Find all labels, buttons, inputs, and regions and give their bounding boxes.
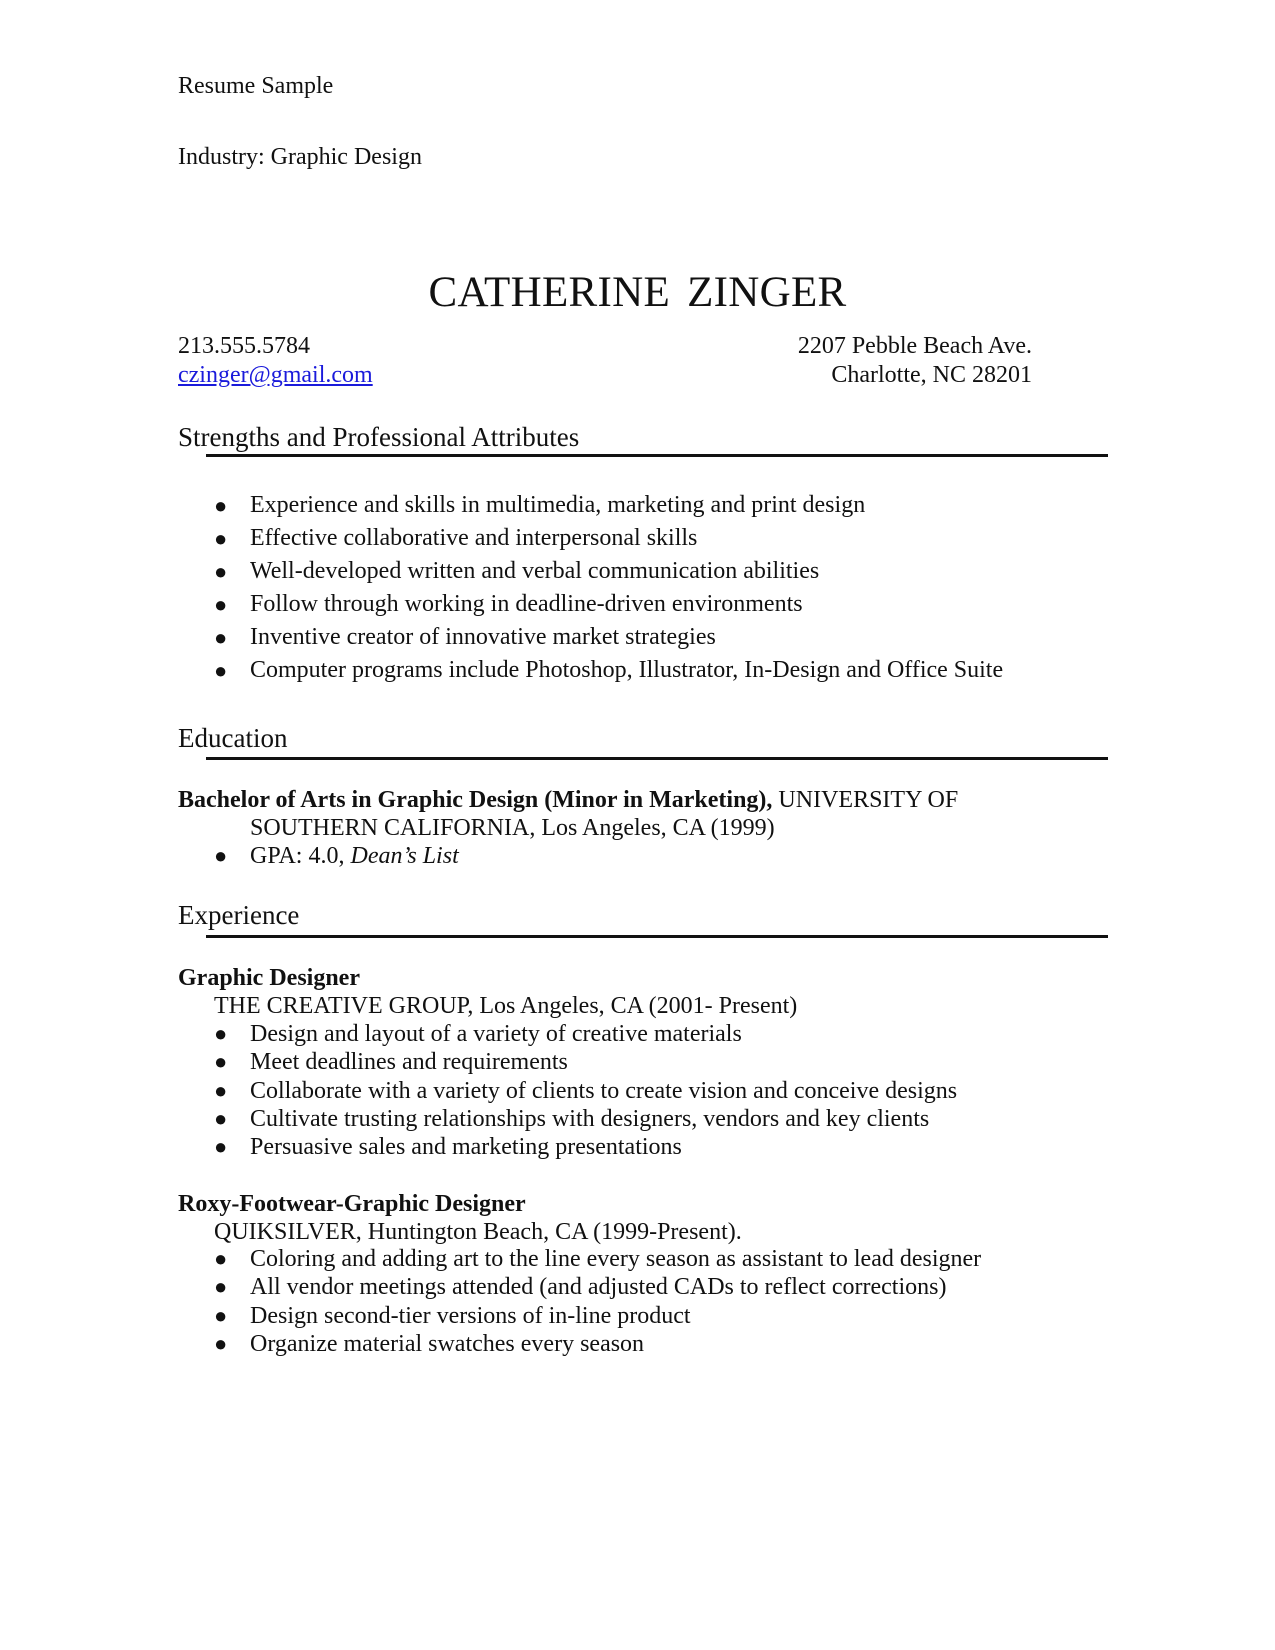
degree-line	[178, 785, 958, 815]
list-item-text: Cultivate trusting relationships with designers, vendors and key clients	[250, 1105, 930, 1132]
bullet-icon: ●	[214, 1049, 228, 1075]
job-duties-list	[214, 1020, 957, 1161]
list-item	[214, 1133, 957, 1161]
bullet-icon: ●	[214, 1246, 228, 1271]
list-item	[214, 1077, 957, 1105]
list-item	[214, 522, 1003, 555]
job-duties-list	[214, 1245, 981, 1358]
candidate-name: CATHERINE ZINGER	[428, 269, 847, 316]
list-item	[214, 654, 1003, 687]
list-item	[214, 1020, 957, 1048]
list-item	[214, 1330, 981, 1358]
address-line-1: 2207 Pebble Beach Ave.	[797, 333, 1032, 359]
bullet-icon: ●	[214, 625, 228, 650]
section-divider	[206, 757, 1108, 760]
school-location: SOUTHERN CALIFORNIA, Los Angeles, CA (1999)	[250, 815, 775, 841]
list-item-text: Meet deadlines and requirements	[250, 1049, 568, 1076]
job-title: Graphic Designer	[178, 965, 360, 991]
list-item-text: Computer programs include Photoshop, Illustrator, In-Design and Office Suite	[250, 657, 1004, 683]
list-item	[214, 1245, 981, 1273]
list-item-text: Well-developed written and verbal communication abilities	[250, 558, 820, 584]
bullet-icon: ●	[214, 526, 228, 551]
section-divider	[206, 454, 1108, 457]
list-item	[214, 489, 1003, 522]
degree-title: Bachelor of Arts in Graphic Design (Minor in Marketing),	[178, 787, 773, 813]
list-item-text: Collaborate with a variety of clients to create vision and conceive designs	[250, 1077, 958, 1104]
strengths-heading: Strengths and Professional Attributes	[178, 422, 580, 452]
bullet-icon: ●	[214, 1274, 228, 1300]
address-line-2: Charlotte, NC 28201	[831, 362, 1032, 388]
bullet-icon: ●	[214, 1077, 228, 1103]
job-company: QUIKSILVER, Huntington Beach, CA (1999-Present).	[214, 1219, 742, 1245]
gpa-value: GPA: 4.0,	[250, 843, 351, 869]
school-name: UNIVERSITY OF	[772, 787, 959, 813]
list-item	[214, 621, 1003, 654]
list-item-text: Coloring and adding art to the line every season as assistant to lead designer	[250, 1246, 982, 1272]
bullet-icon: ●	[214, 1021, 228, 1046]
industry-line: Industry: Graphic Design	[178, 144, 422, 170]
list-item	[214, 1105, 957, 1133]
strengths-list	[214, 489, 1003, 687]
bullet-icon: ●	[214, 1134, 228, 1160]
education-heading: Education	[178, 723, 288, 753]
list-item-text: Design and layout of a variety of creative materials	[250, 1021, 742, 1047]
list-item-text: Persuasive sales and marketing presentations	[250, 1134, 682, 1161]
bullet-icon: ●	[214, 658, 228, 683]
list-item-text: Organize material swatches every season	[250, 1330, 645, 1357]
list-item	[214, 555, 1003, 588]
list-item-text: Design second-tier versions of in-line product	[250, 1302, 691, 1329]
job-company: THE CREATIVE GROUP, Los Angeles, CA (2001- Present)	[214, 993, 798, 1019]
gpa-item	[214, 841, 459, 871]
list-item-text: Inventive creator of innovative market strategies	[250, 624, 716, 650]
experience-heading: Experience	[178, 900, 300, 930]
list-item-text: Follow through working in deadline-driven environments	[250, 591, 803, 617]
bullet-icon: ●	[214, 592, 228, 617]
bullet-icon: ●	[214, 843, 228, 868]
job-title: Roxy-Footwear-Graphic Designer	[178, 1191, 526, 1217]
list-item	[214, 1273, 981, 1301]
list-item-text: Experience and skills in multimedia, marketing and print design	[250, 492, 866, 518]
list-item	[214, 1302, 981, 1330]
list-item	[214, 588, 1003, 621]
list-item-text: All vendor meetings attended (and adjusted CADs to reflect corrections)	[250, 1274, 947, 1301]
list-item	[214, 1048, 957, 1076]
document-label: Resume Sample	[178, 73, 334, 99]
list-item-text: Effective collaborative and interpersonal skills	[250, 525, 698, 551]
bullet-icon: ●	[214, 1105, 228, 1131]
email-link[interactable]: czinger@gmail.com	[178, 362, 373, 388]
phone-number: 213.555.5784	[178, 333, 310, 359]
gpa-honor: Dean’s List	[350, 843, 459, 869]
bullet-icon: ●	[214, 1330, 228, 1356]
bullet-icon: ●	[214, 559, 228, 584]
bullet-icon: ●	[214, 1302, 228, 1328]
section-divider	[206, 935, 1108, 938]
bullet-icon: ●	[214, 493, 228, 518]
